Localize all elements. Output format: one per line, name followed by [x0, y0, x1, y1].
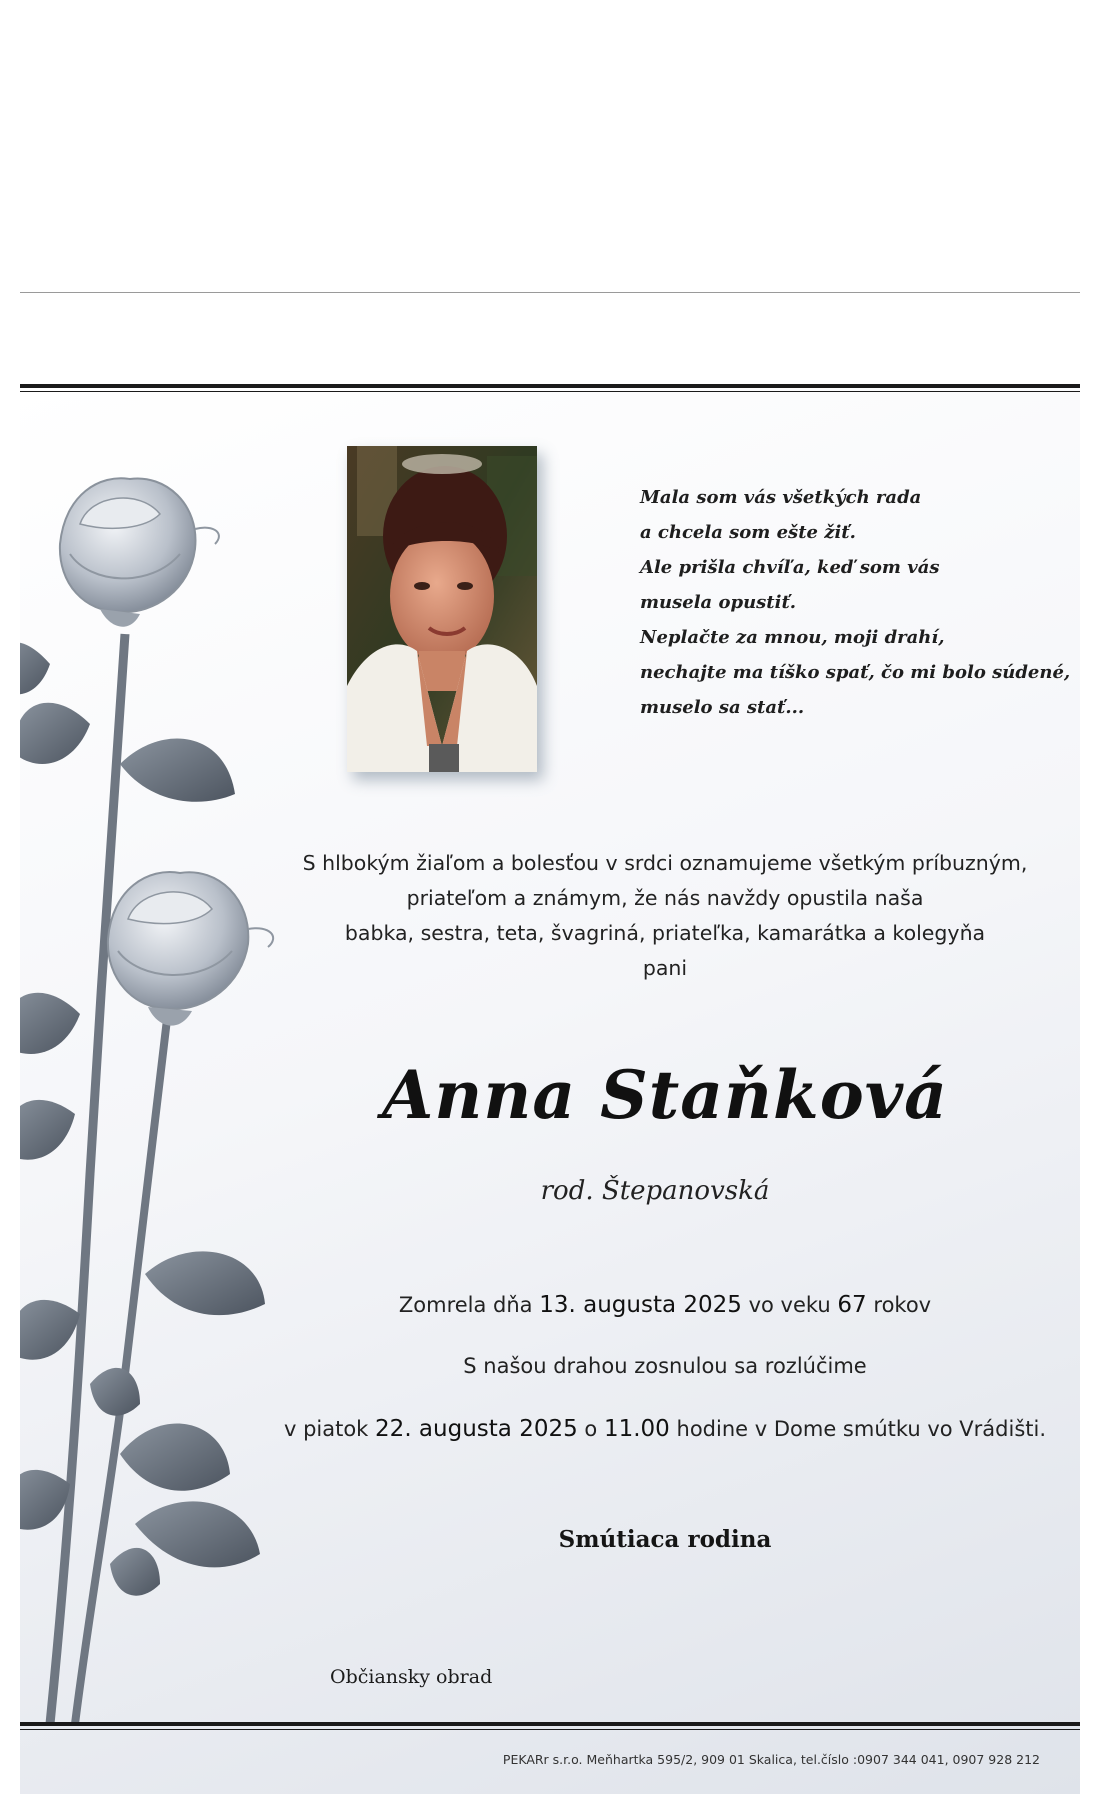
age-prefix: vo veku — [748, 1293, 831, 1317]
card-bottom-rule — [20, 1722, 1080, 1730]
age-suffix: rokov — [873, 1293, 932, 1317]
poem-line: a chcela som ešte žiť. — [640, 522, 856, 543]
ceremony-type: Občiansky obrad — [330, 1666, 493, 1688]
deceased-name: Anna Staňková — [382, 1056, 948, 1134]
farewell-time-prefix: o — [584, 1417, 598, 1441]
age-value: 67 — [837, 1292, 867, 1318]
farewell-text: S našou drahou zosnulou sa rozlúčime — [463, 1354, 867, 1378]
poem-line: muselo sa stať... — [640, 697, 805, 718]
poem-line: musela opustiť. — [640, 592, 797, 613]
announcement-line: babka, sestra, teta, švagriná, priateľka, kamarátka a kolegyňa — [344, 921, 986, 945]
memorial-poem — [640, 480, 1071, 725]
poem-line: Mala som vás všetkých rada — [640, 487, 922, 508]
poem-line: Neplačte za mnou, moji drahí, — [640, 627, 945, 648]
announcement-line: priateľom a známym, že nás navždy opustila naša — [406, 886, 924, 910]
family-signoff: Smútiaca rodina — [558, 1526, 772, 1553]
death-info — [270, 1292, 1060, 1318]
funeral-service-footer: PEKARr s.r.o. Meňhartka 595/2, 909 01 Skalica, tel.číslo :0907 344 041, 0907 928 212 — [502, 1752, 1040, 1767]
announcement-text — [270, 846, 1060, 986]
card-top-rule — [20, 384, 1080, 392]
farewell-date: 22. augusta 2025 — [375, 1416, 578, 1442]
obituary-card — [20, 384, 1080, 1794]
death-date: 13. augusta 2025 — [539, 1292, 742, 1318]
farewell-time: 11.00 — [603, 1416, 670, 1442]
roses-illustration-icon — [20, 474, 290, 1724]
top-divider — [20, 292, 1080, 293]
announcement-line: pani — [642, 956, 688, 980]
maiden-name: rod. Štepanovská — [540, 1176, 770, 1206]
announcement-line: S hlbokým žiaľom a bolesťou v srdci oznamujeme všetkým príbuzným, — [302, 851, 1028, 875]
poem-line: nechajte ma tíško spať, čo mi bolo súdené, — [640, 662, 1071, 683]
portrait-photo — [347, 446, 537, 772]
poem-line: Ale prišla chvíľa, keď som vás — [640, 557, 940, 578]
portrait-image-icon — [347, 446, 537, 772]
farewell-place: hodine v Dome smútku vo Vrádišti. — [676, 1417, 1047, 1441]
death-prefix: Zomrela dňa — [398, 1293, 533, 1317]
farewell-details — [270, 1416, 1060, 1442]
farewell-day: v piatok — [283, 1417, 369, 1441]
